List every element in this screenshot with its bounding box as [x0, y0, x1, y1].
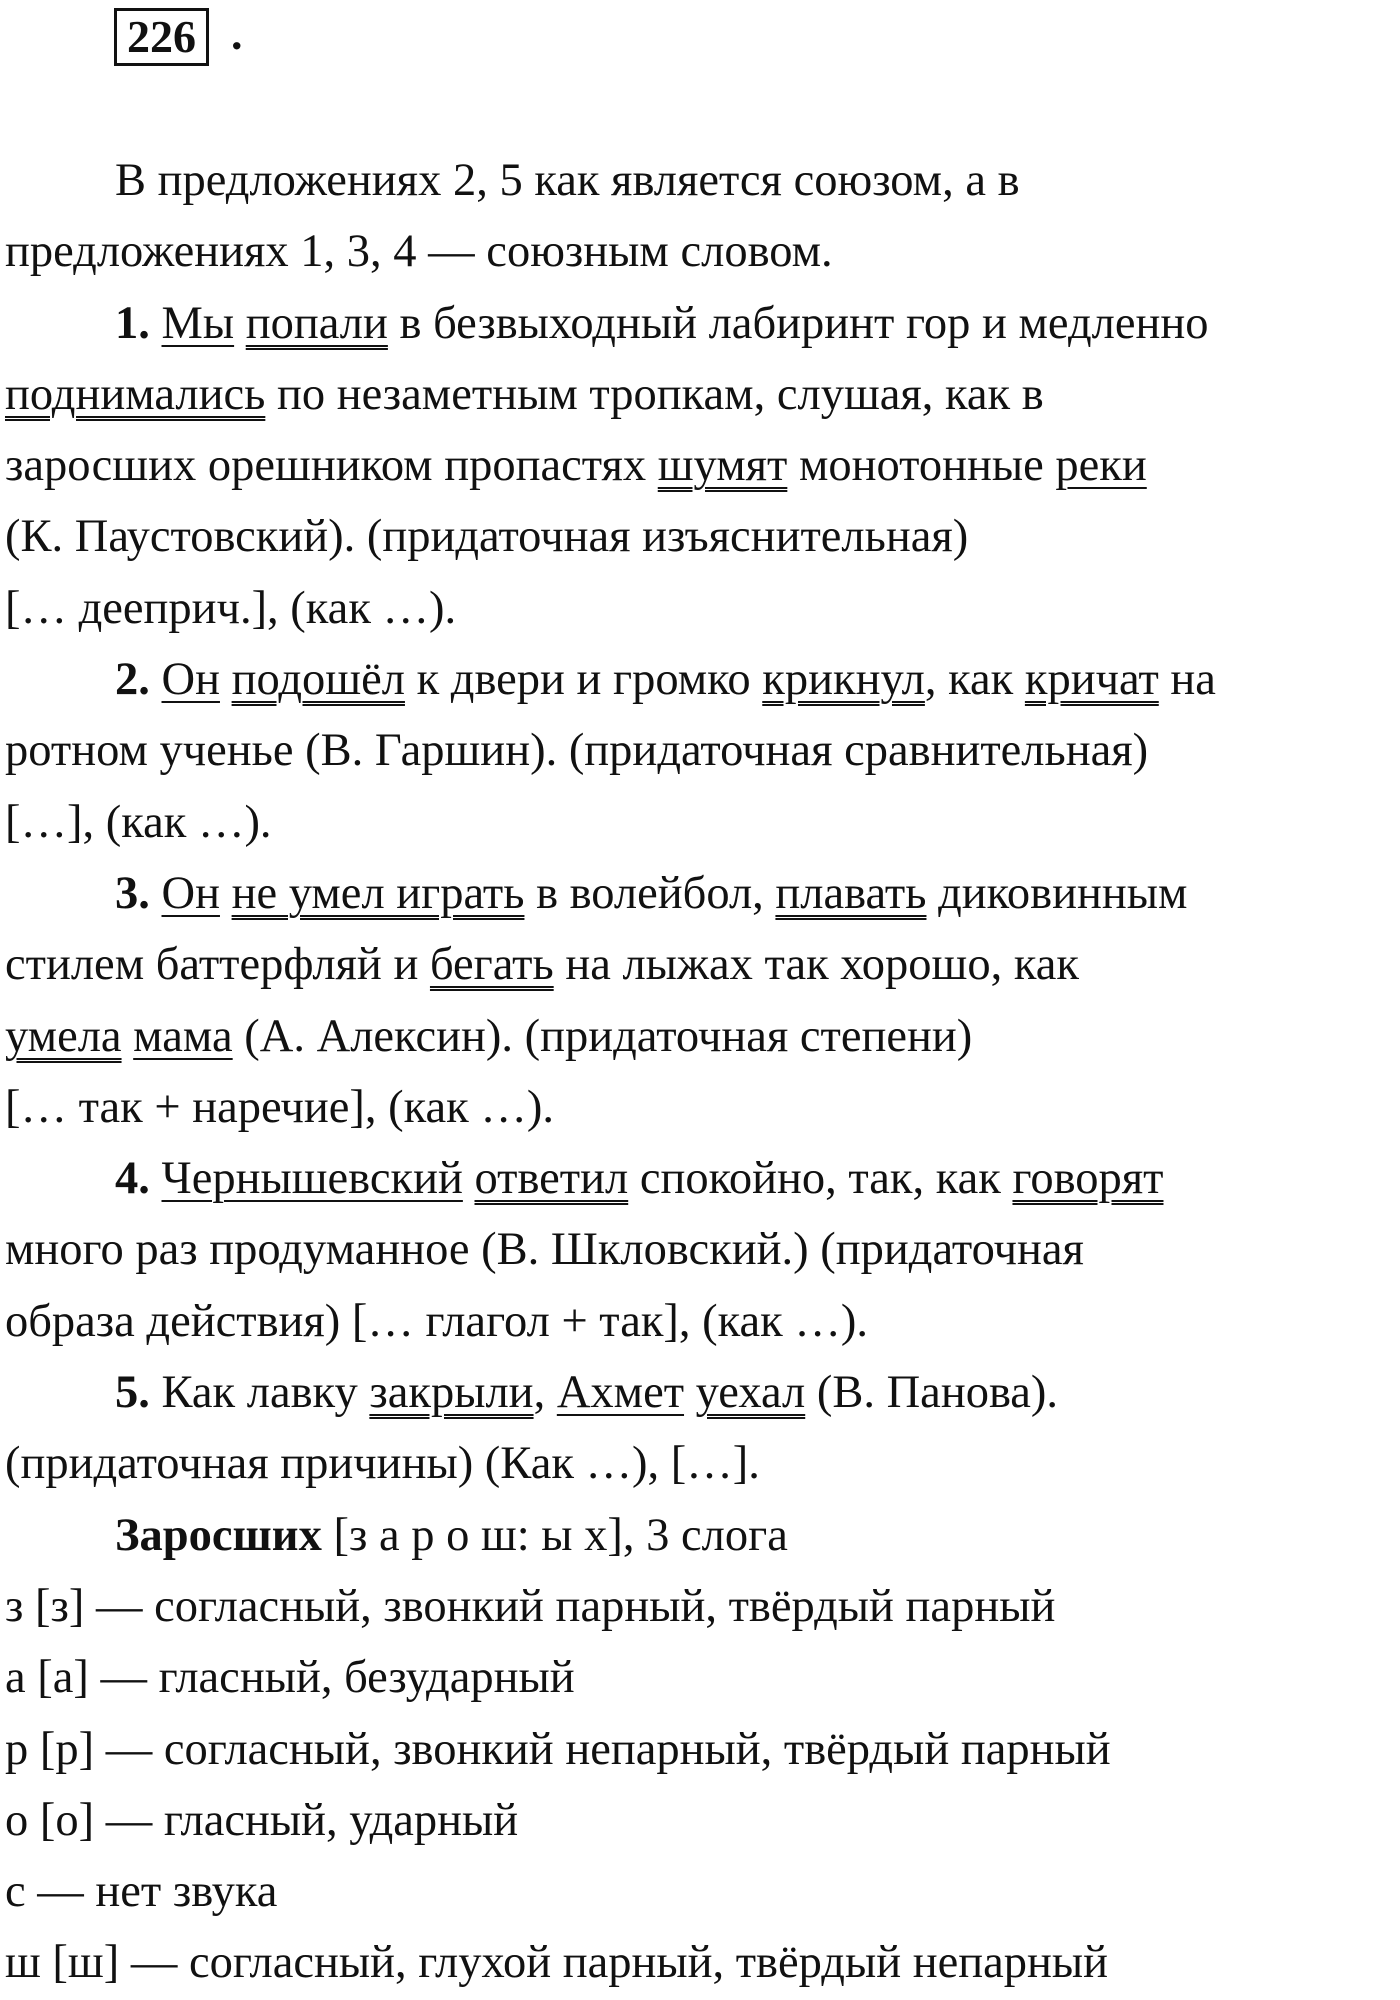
plain-text: заросших орешником пропастях: [5, 440, 647, 492]
sound-line: р [р] — согласный, звонкий непарный, твёрдый парный: [5, 1723, 1111, 1775]
sentence-3-scheme: [5, 1072, 1395, 1143]
plain-text: по незаметным тропкам, слушая, как в: [276, 368, 1044, 420]
plain-text: , как: [924, 654, 1014, 706]
sentence-4-line-1: [5, 1143, 1395, 1214]
predicate-word: умела: [5, 1010, 122, 1062]
intro-text-2: предложениях 1, 3, 4 — союзным словом.: [5, 226, 833, 278]
sound-line: з [з] — согласный, звонкий парный, твёрдый парный: [5, 1580, 1056, 1632]
sentence-5-line-1: [5, 1357, 1395, 1428]
sentence-number: 5.: [115, 1367, 150, 1419]
plain-text: Как лавку: [161, 1367, 358, 1419]
analysis-word: Заросших: [115, 1509, 322, 1561]
scheme-text: […], (как …).: [5, 796, 272, 848]
plain-text: спокойно, так, как: [639, 1153, 1001, 1205]
plain-text: монотонные: [798, 440, 1044, 492]
plain-text: на лыжах так хорошо, как: [565, 939, 1079, 991]
plain-text: диковинным: [938, 867, 1188, 919]
subject-word: мама: [133, 1010, 233, 1062]
subject-word: Ахмет: [556, 1367, 685, 1419]
predicate-word: бегать: [429, 939, 554, 991]
subject-word: Чернышевский: [161, 1153, 463, 1205]
plain-text: к двери и громко: [416, 654, 751, 706]
predicate-word: ответил: [474, 1153, 629, 1205]
sound-line: а [а] — гласный, безударный: [5, 1652, 575, 1704]
subject-word: Он: [161, 867, 220, 919]
scheme-text: [… дееприч.], (как …).: [5, 582, 457, 634]
plain-text: образа действия) [… глагол + так], (как …).: [5, 1295, 868, 1347]
sentence-number: 4.: [115, 1153, 150, 1205]
sentence-4-line-3: [5, 1286, 1395, 1357]
sentence-3-line-3: [5, 1001, 1395, 1072]
sentence-2-scheme: [5, 787, 1395, 858]
sentence-2-line-1: [5, 644, 1395, 715]
sentence-1-line-4: [5, 501, 1395, 572]
subject-word: Он: [161, 654, 220, 706]
sentence-1-scheme: [5, 573, 1395, 644]
intro-line-1: [5, 145, 1395, 216]
plain-text: много раз продуманное (В. Шкловский.) (придаточная: [5, 1224, 1084, 1276]
plain-text: стилем баттерфляй и: [5, 939, 419, 991]
sentence-1-line-1: [5, 288, 1395, 359]
predicate-word: крикнул: [762, 654, 925, 706]
sound-line: ш [ш] — согласный, глухой парный, твёрдый непарный: [5, 1937, 1109, 1989]
analysis-transcription: [з а р о ш: ы х], 3 слога: [333, 1509, 788, 1561]
sentence-1-line-3: [5, 430, 1395, 501]
predicate-word: кричат: [1024, 654, 1159, 706]
predicate-word: плавать: [775, 867, 927, 919]
predicate-word: закрыли: [369, 1367, 534, 1419]
sound-line: с — нет звука: [5, 1866, 278, 1918]
sentence-3-line-1: [5, 858, 1395, 929]
exercise-text: [5, 145, 1395, 1999]
subject-word: реки: [1055, 440, 1147, 492]
predicate-word: не умел играть: [231, 867, 525, 919]
sound-line: о [о] — гласный, ударный: [5, 1794, 519, 1846]
sentence-1-line-2: [5, 359, 1395, 430]
plain-text: на: [1170, 654, 1216, 706]
plain-text: ротном ученье (В. Гаршин). (придаточная сравнительная): [5, 725, 1149, 777]
predicate-word: говорят: [1012, 1153, 1164, 1205]
sentence-5-line-2: [5, 1428, 1395, 1499]
predicate-word: поднимались: [5, 368, 266, 420]
sentence-number: 2.: [115, 654, 150, 706]
intro-text-1: В предложениях 2, 5 как является союзом, а в: [115, 155, 1020, 206]
plain-text: (А. Алексин). (придаточная степени): [244, 1010, 973, 1062]
plain-text: в волейбол,: [536, 867, 764, 919]
intro-line-2: [5, 216, 1395, 287]
exercise-number-box: [114, 8, 209, 66]
predicate-word: шумят: [657, 440, 788, 492]
predicate-word: уехал: [695, 1367, 806, 1419]
scheme-text: [… так + наречие], (как …).: [5, 1081, 554, 1133]
exercise-number-dot: .: [231, 8, 243, 59]
plain-text: (придаточная причины) (Как …), […].: [5, 1438, 760, 1490]
sentence-2-line-2: [5, 715, 1395, 786]
sentence-4-line-2: [5, 1214, 1395, 1285]
sentence-number: 3.: [115, 867, 150, 919]
plain-text: в безвыходный лабиринт гор и медленно: [399, 297, 1209, 349]
sentence-number: 1.: [115, 297, 150, 349]
sentence-3-line-2: [5, 929, 1395, 1000]
subject-word: Мы: [161, 297, 235, 349]
plain-text: (В. Панова).: [816, 1367, 1059, 1419]
plain-text: (К. Паустовский). (придаточная изъяснительная): [5, 511, 969, 563]
analysis-header: [5, 1500, 1395, 1571]
predicate-word: попали: [245, 297, 388, 349]
exercise-number: 226: [127, 11, 196, 62]
plain-text: ,: [533, 1367, 546, 1419]
predicate-word: подошёл: [231, 654, 405, 706]
